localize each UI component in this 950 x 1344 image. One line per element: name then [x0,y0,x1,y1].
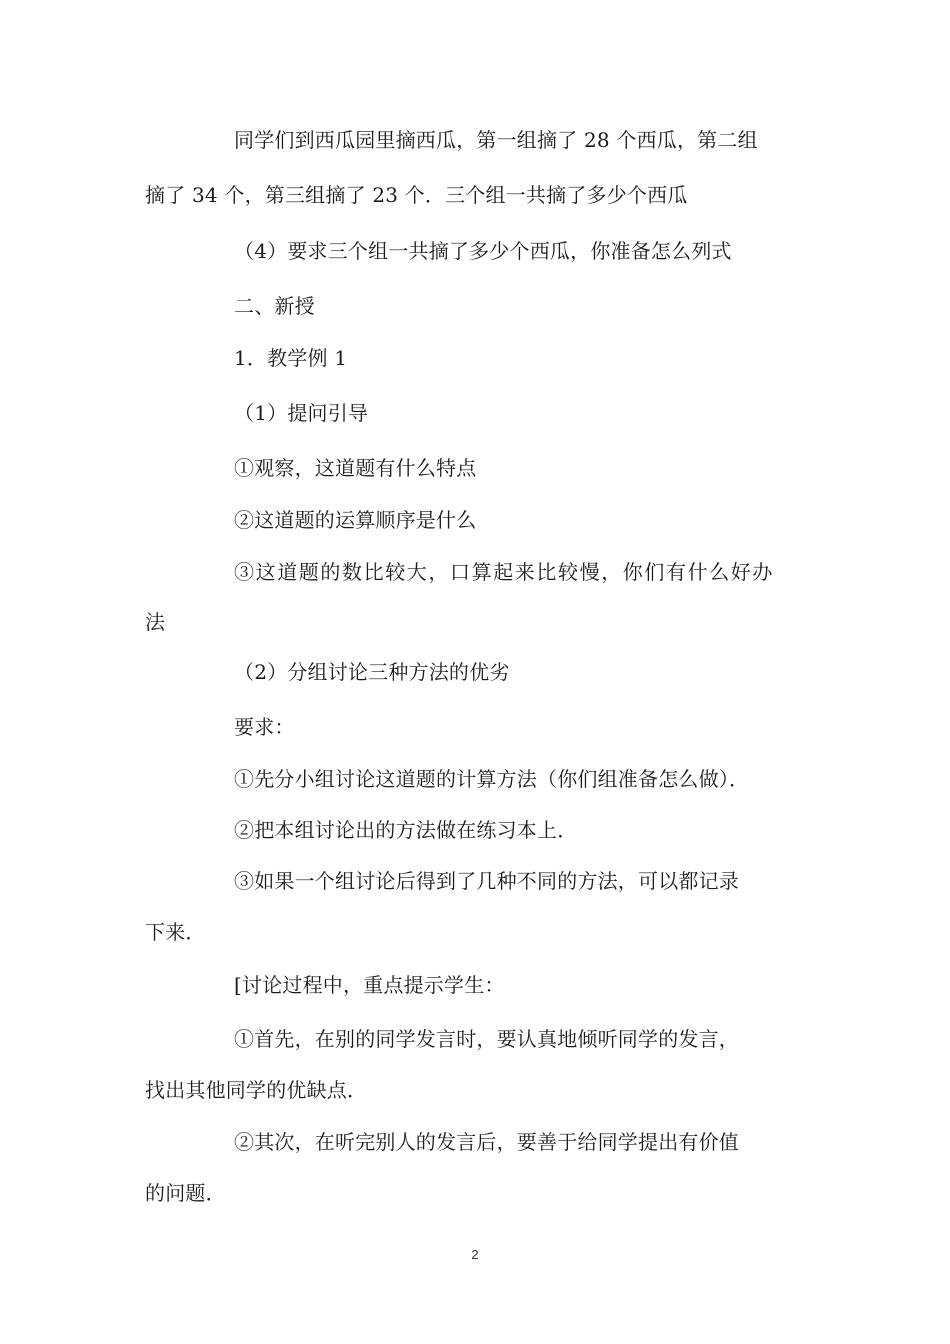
text-line-17: [讨论过程中，重点提示学生： [234,973,505,997]
text-line-1: 同学们到西瓜园里摘西瓜，第一组摘了 28 个西瓜，第二组 [234,128,758,152]
subsection-heading: 1．教学例 1 [234,346,348,370]
text-line-14: ②把本组讨论出的方法做在练习本上． [234,818,578,842]
text-line-13: ①先分小组讨论这道题的计算方法（你们组准备怎么做）． [234,767,750,791]
text-line-18: ①首先，在别的同学发言时，要认真地倾听同学的发言， [234,1027,739,1051]
text-line-10: 法 [145,610,166,634]
text-line-6: （1）提问引导 [234,401,369,425]
page-number: 2 [471,1247,479,1262]
text-line-21: 的问题． [145,1181,226,1205]
text-line-15: ③如果一个组讨论后得到了几种不同的方法，可以都记录 [234,869,739,893]
text-line-12: 要求： [234,715,295,739]
text-line-2: 摘了 34 个，第三组摘了 23 个．三个组一共摘了多少个西瓜 [145,183,688,207]
text-line-3: （4）要求三个组一共摘了多少个西瓜，你准备怎么列式 [234,239,732,263]
text-line-11: （2）分组讨论三种方法的优劣 [234,660,510,684]
text-line-20: ②其次，在听完别人的发言后，要善于给同学提出有价值 [234,1130,739,1154]
text-line-8: ②这道题的运算顺序是什么 [234,508,477,532]
text-line-16: 下来． [145,920,206,944]
text-line-7: ①观察，这道题有什么特点 [234,456,477,480]
text-line-9: ③这道题的数比较大，口算起来比较慢，你们有什么好办 [234,560,774,584]
text-line-19: 找出其他同学的优缺点． [145,1078,368,1102]
section-heading: 二、新授 [234,294,315,318]
